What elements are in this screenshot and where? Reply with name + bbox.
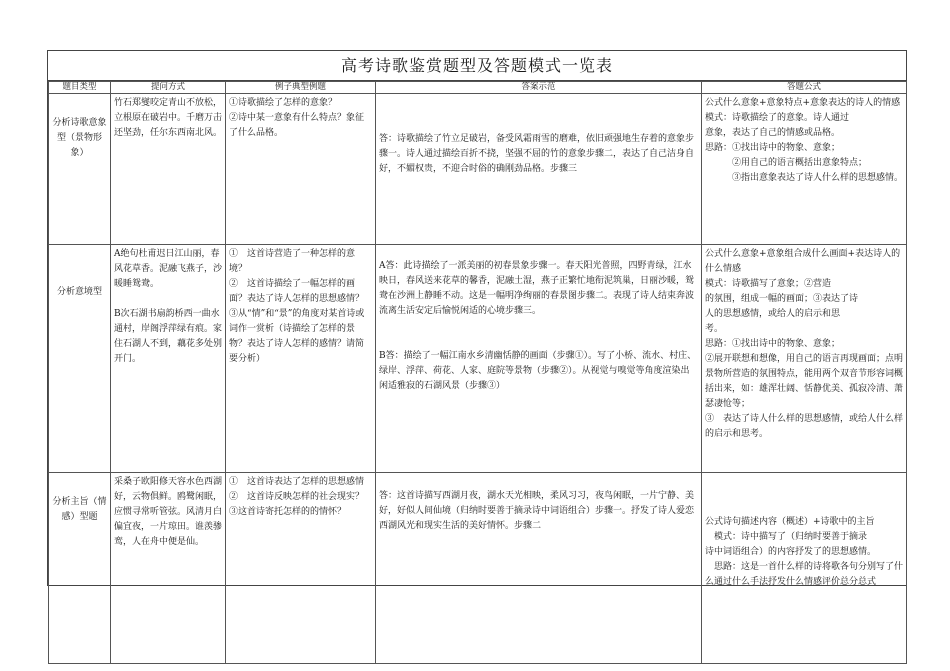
- example-text: ① 这首诗营造了一种怎样的意境？ ② 这首诗描绘了一幅怎样的画面？表达了诗人怎样的思想感情？ ③从“情”和“景”的角度对某首诗或词作一赏析（诗描绘了怎样的景物？表达了诗人怎样的感情？请简要分析）: [226, 245, 376, 473]
- page-title: 高考诗歌鉴赏题型及答题模式一览表: [48, 51, 906, 81]
- formula-cell: [702, 473, 907, 664]
- answer-cell: [376, 94, 702, 245]
- formula-text: 公式什么意象+意象特点+意象表达的诗人的情感模式：诗歌描绘了的意象。诗人通过 意象，表达了自己的情感或品格。 思路：①找出诗中的物象、意象； ②用自己的语言概括出意象特点； ③指出意象表达了诗人什么样的思想感情。: [702, 94, 907, 245]
- header-answer: 答案示范: [376, 82, 702, 94]
- question-type: 分析诗歌意象型（景物形象）: [49, 94, 111, 245]
- header-row: [49, 82, 907, 94]
- header-question: 提问方式: [111, 82, 226, 94]
- header-formula: 答题公式: [702, 82, 907, 94]
- formula-text: 公式什么意象+意象组合成什么画面+表达诗人的什么情感 模式：诗歌描写了意象；②营造 的氛围，组成一幅的画面；③表达了诗 人的思想感情，或给人的启示和思 考。 思路：①找出诗中的物象、意象； ②展开联想和想像，用自己的语言再现画面；点明景物所营造的氛围特点，能用两个双音节形容词概括出来，如：雄浑壮阔、恬静优美、孤寂冷清、萧瑟凄怆等； ③ 表达了诗人什么样的思想感情，或给人什么样的启示和思考。: [702, 245, 907, 473]
- formula-text: 公式诗句描述内容（概述）+诗歌中的主旨 模式：诗中描写了（归纳时要善于摘录 诗中词语组合）的内容抒发了的思想感情。 思路：这是一首什么样的诗将歌各句分别写了什么通过什么手法抒发什么情感评价总分总式: [705, 517, 904, 587]
- answer-text-b: B答：描绘了一幅江南水乡清幽恬静的画面（步骤①）。写了小桥、流水、村庄、绿岸、浮萍、荷花、人家、庭院等景物（步骤②）。从视觉与嗅觉等角度渲染出闲适雅寂的石湖风景（步骤③）: [379, 351, 697, 391]
- answer-cell: [376, 473, 702, 664]
- document-sheet: [47, 50, 907, 586]
- example-text: ① 这首诗表达了怎样的思想感情 ② 这首诗反映怎样的社会现实？ ③这首诗寄托怎样的的情怀？: [226, 473, 376, 664]
- answer-text: 答：这首诗描写西湖月夜，湖水天光相映，柔风习习，夜鸟闲眠，一片宁静、美好，好似人间仙境（归纳时要善于摘录诗中词语组合）步骤一。抒发了诗人爱恋西湖风光和现实生活的美好情怀。步骤二: [379, 491, 695, 531]
- table-row: [49, 245, 907, 473]
- question-type: 分析主旨（情感）型题: [49, 473, 111, 664]
- answer-cell: [376, 245, 702, 473]
- header-type: 题目类型: [49, 82, 111, 94]
- summary-table: [48, 81, 907, 664]
- question-type: 分析意境型: [49, 245, 111, 473]
- example-text: ①诗歌描绘了怎样的意象？ ②诗中某一意象有什么特点？象征了什么品格。: [226, 94, 376, 245]
- answer-text: 答：诗歌描绘了竹立足破岩，备受风霜雨雪的磨难，依旧顽强地生存着的意象步骤一。诗人通过描绘百折不挠，坚强不屈的竹的意象步骤二，表达了自己洁身自好，不媚权贵，不迎合时俗的确刚劲品格。步骤三: [379, 134, 695, 174]
- table-row: [49, 473, 907, 664]
- question-text: A绝句杜甫迟日江山丽，春风花草香。泥融飞燕子，沙暖睡鸳鸯。 B次石湖书扇韵桥西一曲水通村，岸阁浮萍绿有痕。家住石湖人不到，藕花多处别开门。: [111, 245, 226, 473]
- header-example: 例子典型例题: [226, 82, 376, 94]
- question-text: 竹石郑燮咬定青山不放松，立根原在破岩中。千磨万击还坚劲，任尔东西南北风。: [111, 94, 226, 245]
- question-text: 采桑子欧阳修天容水色西湖好，云物俱鲜。鸥鹭闲眠，应惯寻常听管弦。风清月白偏宜夜，一片琼田。谁羡骖鸾，人在舟中便是仙。: [111, 473, 226, 664]
- table-row: [49, 94, 907, 245]
- answer-text-a: A答：此诗描绘了一派美丽的初春景象步骤一。春天阳光普照，四野青绿，江水映日，春风送来花草的馨香，泥融土湿，燕子正繁忙地衔泥筑巢，日丽沙暖，鸳鸯在沙洲上静睡不动。这是一幅明净绚丽的春景图步骤二。表现了诗人结束奔波流离生活安定后愉悦闲适的心境步骤三。: [379, 261, 695, 316]
